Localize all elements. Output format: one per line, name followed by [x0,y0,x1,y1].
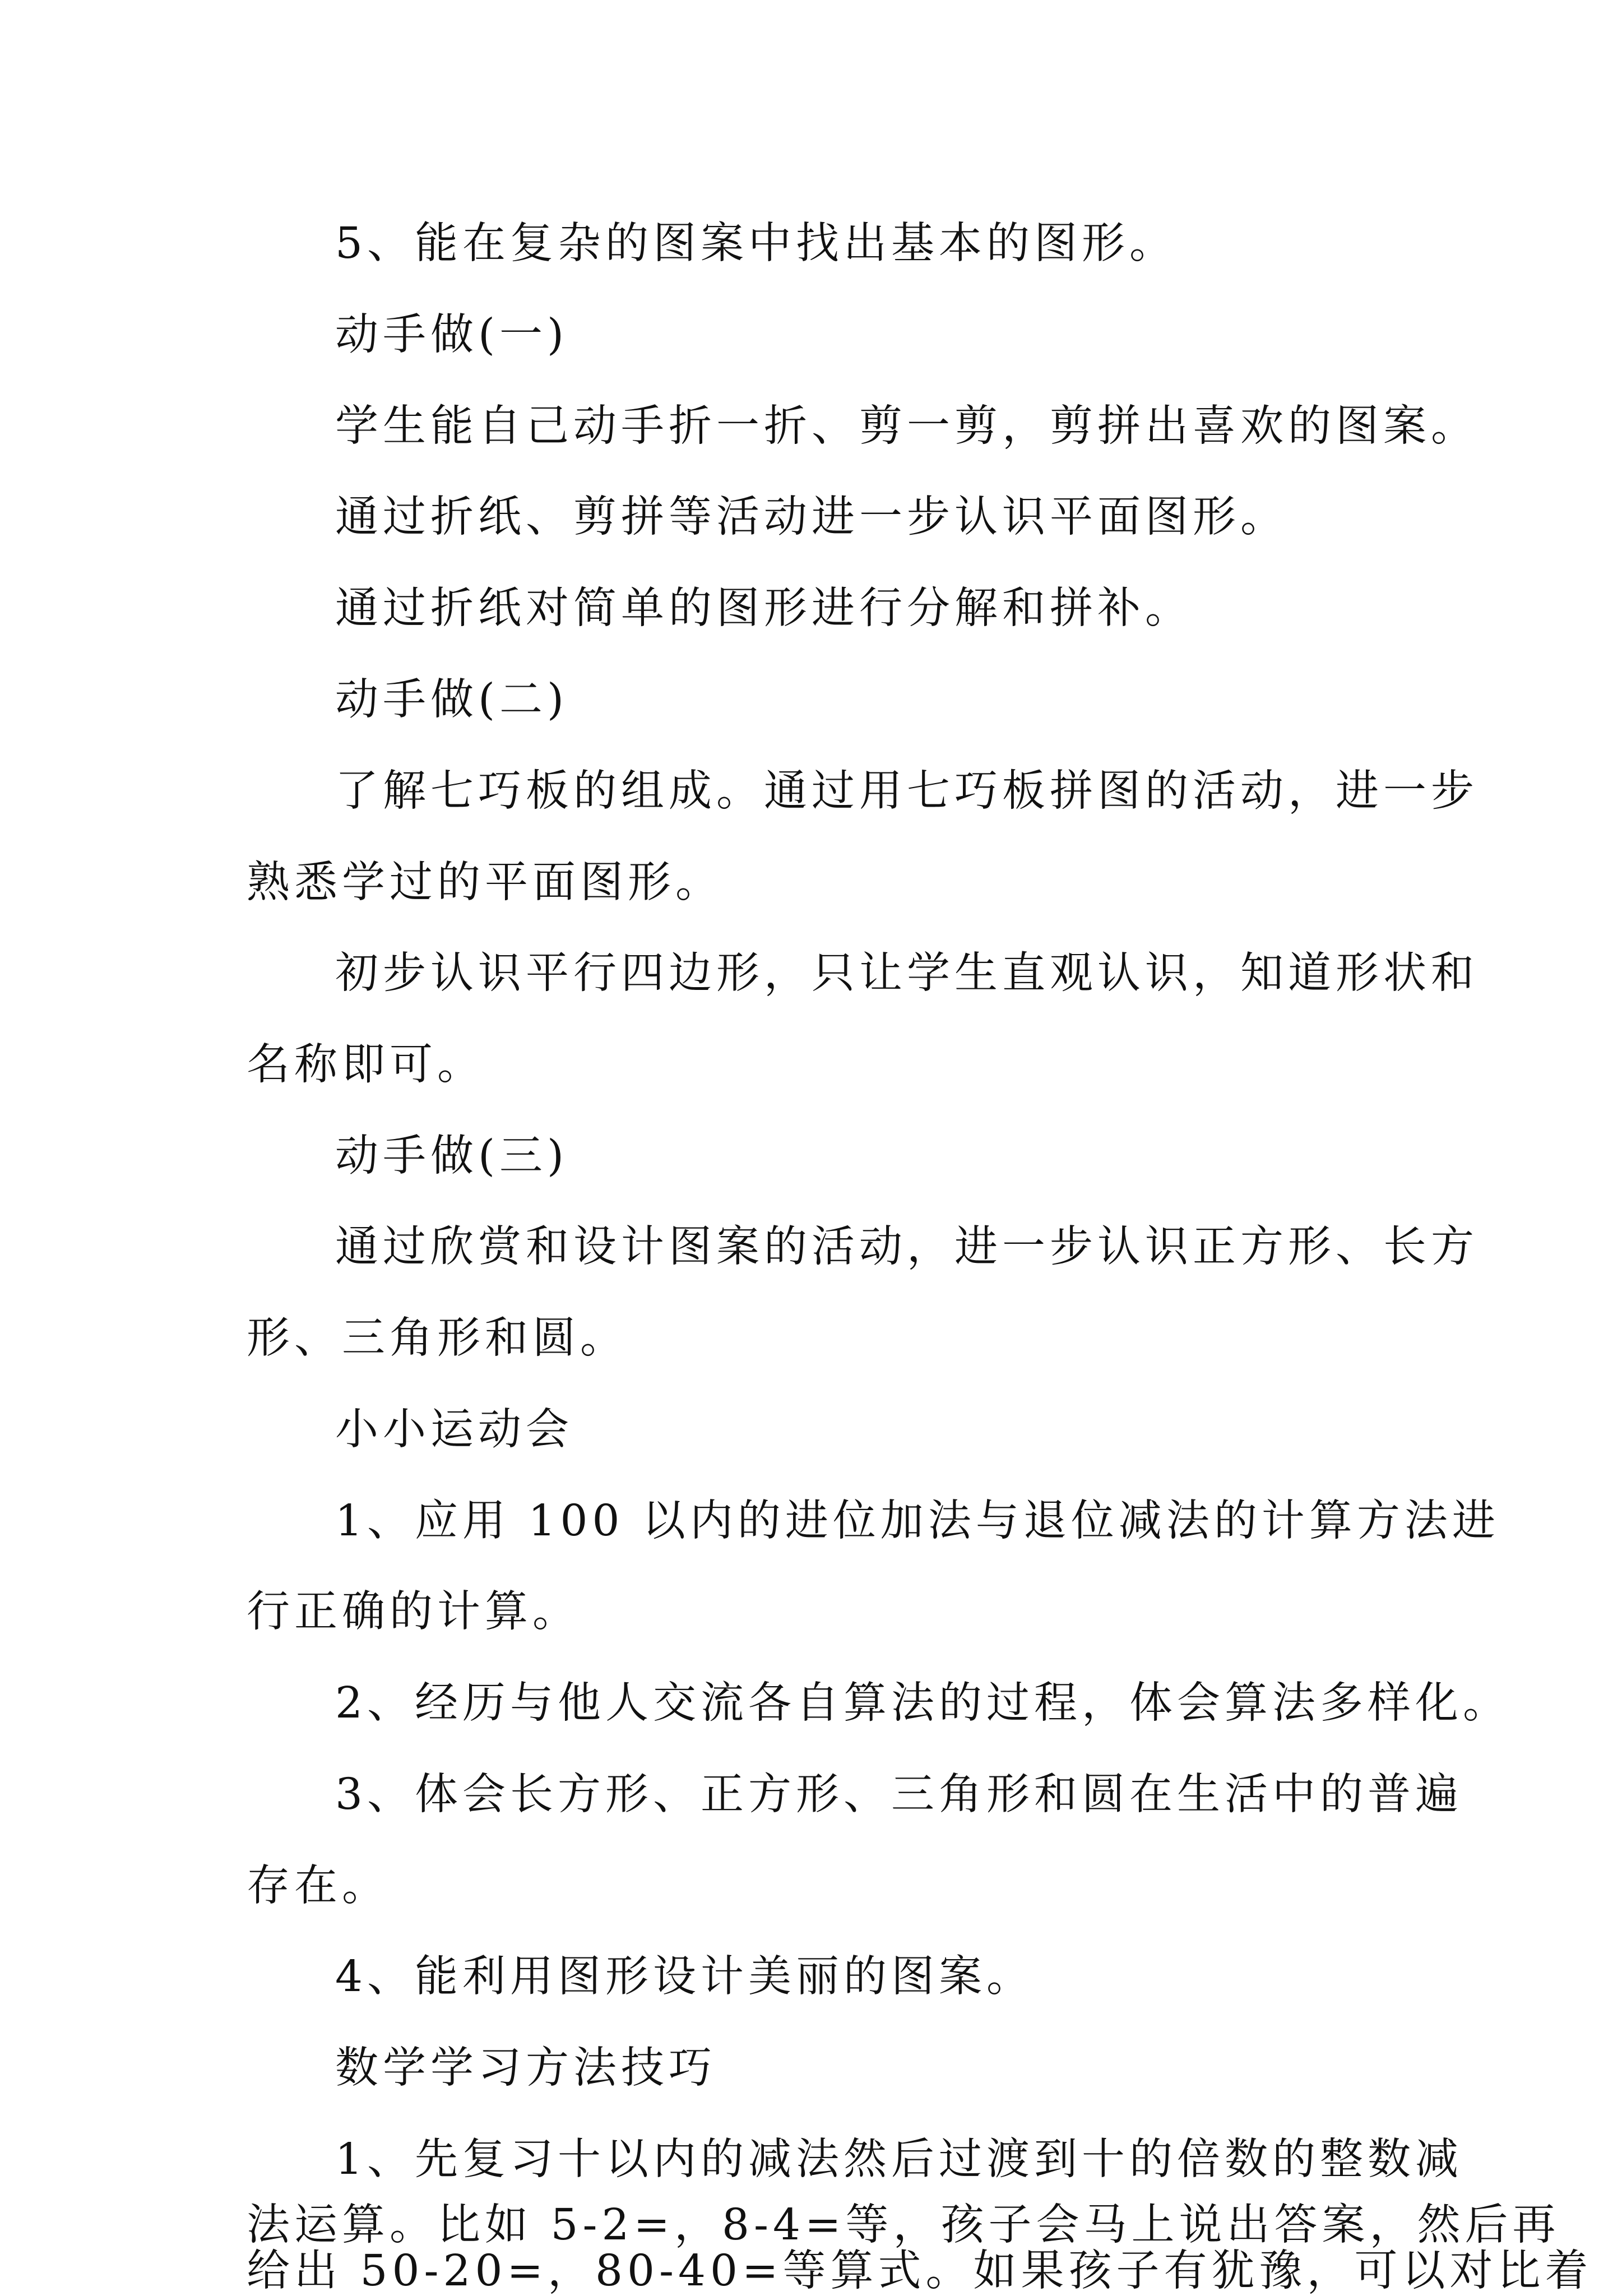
text-line: 熟悉学过的平面图形。 [247,858,723,908]
text-line: 名称即可。 [247,1040,485,1090]
text-line: 5、能在复杂的图案中找出基本的图形。 [335,219,1177,269]
text-line: 通过折纸对简单的图形进行分解和拼补。 [335,584,1193,633]
text-line: 4、能利用图形设计美丽的图案。 [335,1952,1034,2002]
section-heading: 动手做(一) [335,310,569,360]
text-line: 初步认识平行四边形，只让学生直观认识，知道形状和 [335,948,1479,998]
text-line: 了解七巧板的组成。通过用七巧板拼图的活动，进一步 [335,766,1479,816]
text-line: 形、三角形和圆。 [247,1313,628,1363]
text-line: 1、应用 100 以内的进位加法与退位减法的计算方法进 [335,1496,1500,1546]
text-line: 学生能自己动手折一折、剪一剪，剪拼出喜欢的图案。 [335,401,1479,451]
text-line: 存在。 [247,1861,390,1911]
text-line: 法运算。比如 5-2=，8-4=等，孩子会马上说出答案，然后再 [247,2200,1560,2250]
text-line: 行正确的计算。 [247,1587,580,1637]
text-line: 3、体会长方形、正方形、三角形和圆在生活中的普遍 [335,1770,1463,1820]
section-heading: 动手做(三) [335,1131,569,1181]
text-line: 2、经历与他人交流各自算法的过程，体会算法多样化。 [335,1678,1510,1728]
text-line: 1、先复习十以内的减法然后过渡到十的倍数的整数减 [335,2135,1463,2184]
text-line: 通过折纸、剪拼等活动进一步认识平面图形。 [335,492,1288,542]
text-line: 通过欣赏和设计图案的活动，进一步认识正方形、长方 [335,1222,1479,1272]
section-heading: 数学学习方法技巧 [335,2043,716,2093]
section-heading: 小小运动会 [335,1405,573,1455]
text-line: 给出 50-20=，80-40=等算式。如果孩子有犹豫，可以对比着 [247,2246,1593,2296]
section-heading: 动手做(二) [335,675,569,725]
